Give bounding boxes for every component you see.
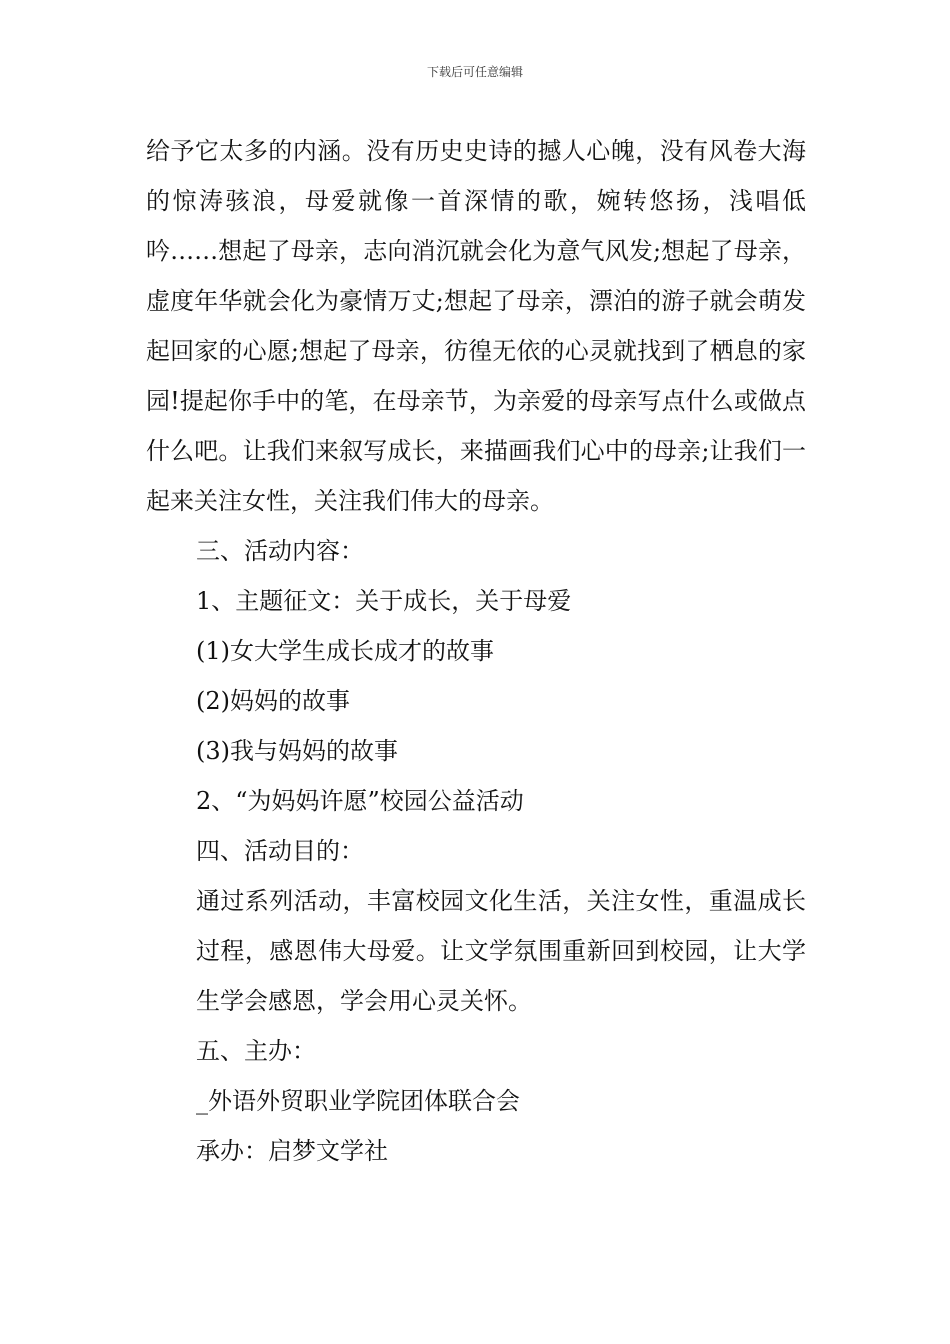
section-heading-organizer: 五、主办： (196, 1037, 316, 1065)
organizer-name: _外语外贸职业学院团体联合会 (196, 1087, 520, 1115)
list-item-essay-theme: 1、主题征文：关于成长，关于母爱 (196, 587, 572, 615)
co-organizer-line: 承办：启梦文学社 (196, 1137, 388, 1165)
document-body (146, 126, 806, 1176)
page-header: 下载后可任意编辑 (426, 65, 523, 79)
section-heading-activity-purpose: 四、活动目的： (196, 837, 364, 865)
list-item-subtopic-3: (3)我与妈妈的故事 (196, 737, 398, 765)
list-item-subtopic-2: (2)妈妈的故事 (196, 687, 350, 715)
intro-paragraph: 给予它太多的内涵。没有历史史诗的撼人心魄，没有风卷大海的惊涛骇浪，母爱就像一首深情的歌，婉转悠扬，浅唱低吟……想起了母亲，志向消沉就会化为意气风发;想起了母亲，虚度年华就会化为豪情万丈;想起了母亲，漂泊的游子就会萌发起回家的心愿;想起了母亲，彷徨无依的心灵就找到了栖息的家园!提起你手中的笔，在母亲节，为亲爱的母亲写点什么或做点什么吧。让我们来叙写成长，来描画我们心中的母亲;让我们一起来关注女性，关注我们伟大的母亲。 (146, 137, 806, 515)
list-item-wish-activity: 2、“为妈妈许愿”校园公益活动 (196, 787, 524, 815)
purpose-paragraph: 通过系列活动，丰富校园文化生活，关注女性，重温成长过程，感恩伟大母爱。让文学氛围重新回到校园，让大学生学会感恩，学会用心灵关怀。 (196, 887, 806, 1015)
list-item-subtopic-1: (1)女大学生成长成才的故事 (196, 637, 494, 665)
section-heading-activity-content: 三、活动内容： (196, 537, 364, 565)
